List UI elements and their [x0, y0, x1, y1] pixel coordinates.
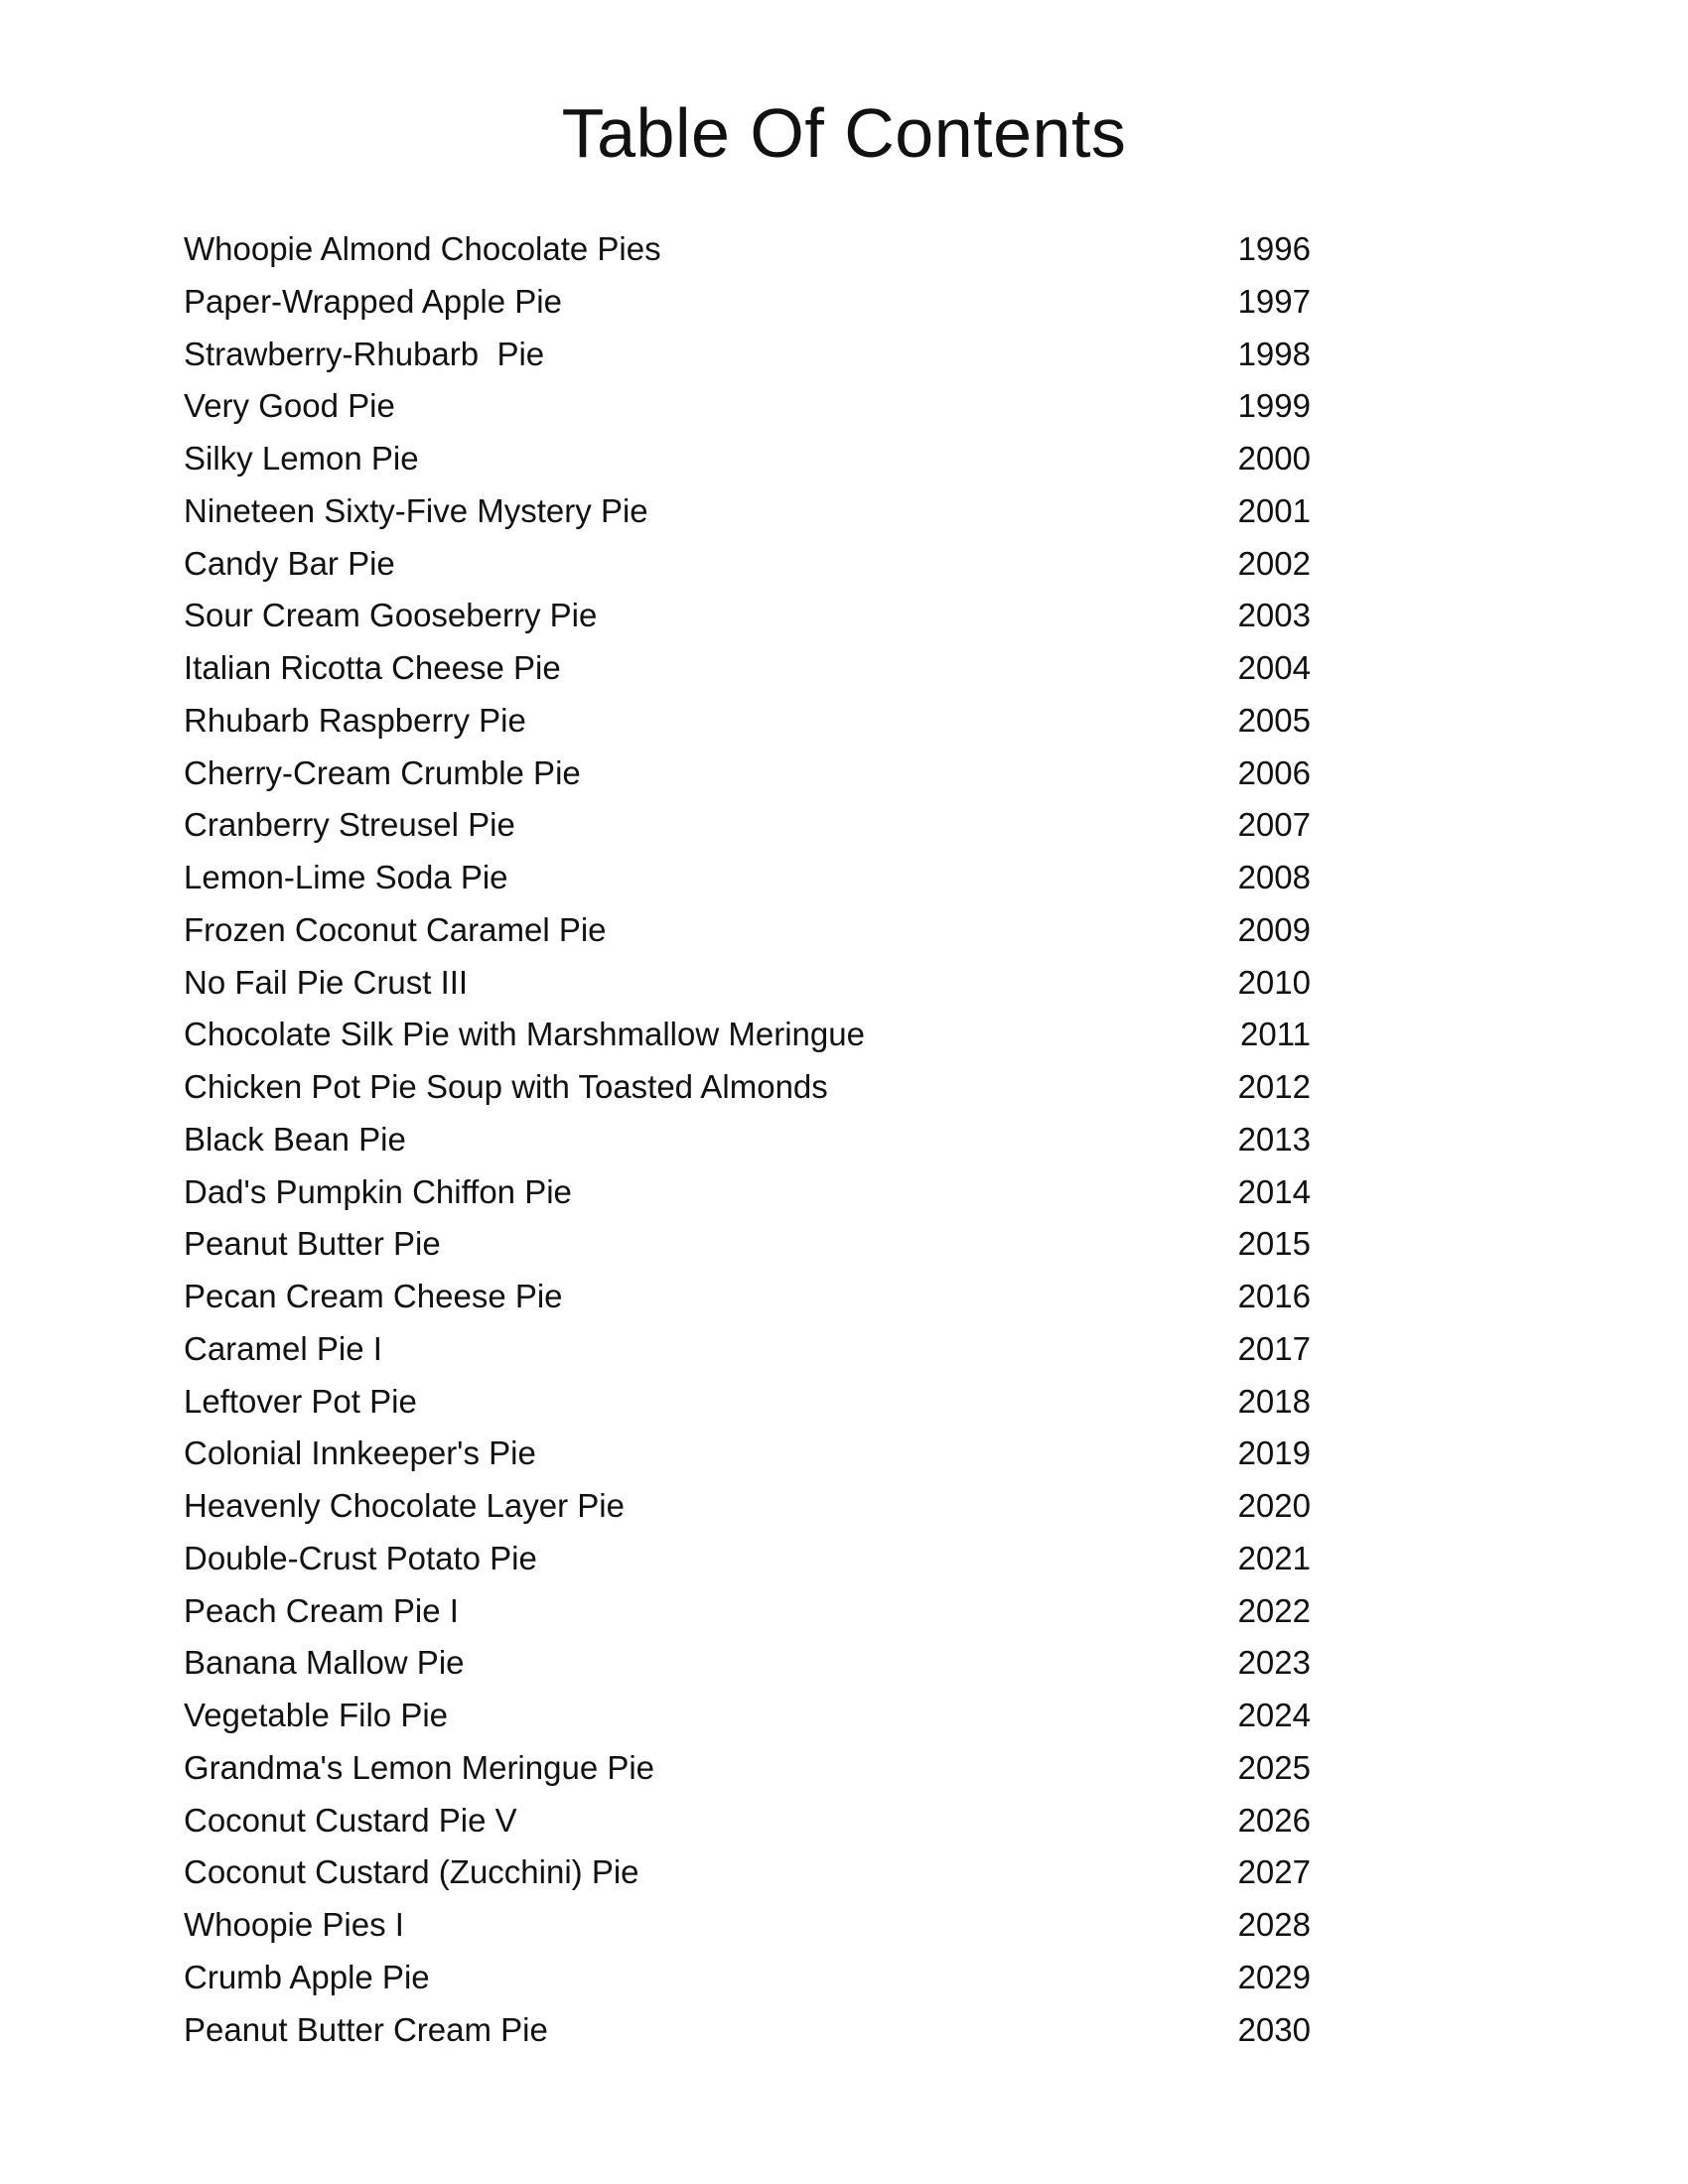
- toc-entry-page-number: 2029: [1237, 1958, 1311, 1995]
- toc-entry: [184, 1061, 1311, 1114]
- toc-list: [184, 223, 1311, 2056]
- toc-entry-page-number: 2023: [1237, 1644, 1311, 1682]
- toc-entry-page-number: 2006: [1237, 753, 1311, 791]
- toc-entry: [184, 642, 1311, 695]
- toc-entry-page-number: 2004: [1237, 649, 1311, 686]
- toc-entry-page-number: 2020: [1237, 1487, 1311, 1524]
- toc-entry-title: Whoopie Pies I: [184, 1906, 404, 1943]
- toc-entry: [184, 1166, 1311, 1219]
- toc-entry-page-number: 1996: [1237, 230, 1311, 267]
- toc-entry-title: Banana Mallow Pie: [184, 1644, 465, 1682]
- toc-entry-title: Chocolate Silk Pie with Marshmallow Meringue: [184, 1016, 865, 1053]
- toc-entry: [184, 1533, 1311, 1585]
- toc-entry: [184, 590, 1311, 642]
- toc-entry-title: No Fail Pie Crust III: [184, 963, 469, 1001]
- toc-entry: [184, 1690, 1311, 1742]
- toc-entry: [184, 1009, 1311, 1061]
- toc-entry: [184, 433, 1311, 485]
- toc-entry: [184, 276, 1311, 329]
- toc-entry: [184, 1271, 1311, 1323]
- toc-entry: [184, 748, 1311, 800]
- toc-entry-page-number: 1998: [1237, 335, 1311, 372]
- toc-entry-title: Dad's Pumpkin Chiffon Pie: [184, 1172, 572, 1210]
- toc-entry: [184, 1795, 1311, 1847]
- toc-entry-title: Very Good Pie: [184, 387, 395, 425]
- toc-entry-title: Peanut Butter Cream Pie: [184, 2010, 548, 2048]
- toc-entry: [184, 538, 1311, 591]
- toc-entry-page-number: 2001: [1237, 491, 1311, 529]
- toc-entry: [184, 1846, 1311, 1899]
- toc-entry-title: Caramel Pie I: [184, 1329, 382, 1367]
- toc-entry: [184, 904, 1311, 957]
- toc-entry-page-number: 2030: [1237, 2010, 1311, 2048]
- toc-entry-page-number: 2010: [1237, 963, 1311, 1001]
- toc-entry-title: Nineteen Sixty-Five Mystery Pie: [184, 491, 648, 529]
- toc-entry-page-number: 2002: [1237, 544, 1311, 582]
- toc-entry: [184, 1742, 1311, 1795]
- toc-entry-page-number: 2003: [1237, 597, 1311, 634]
- toc-entry-title: Strawberry-Rhubarb Pie: [184, 335, 545, 372]
- toc-entry-page-number: 2005: [1237, 701, 1311, 739]
- toc-entry-page-number: 2027: [1237, 1853, 1311, 1891]
- toc-entry-title: Rhubarb Raspberry Pie: [184, 701, 526, 739]
- toc-entry-title: Vegetable Filo Pie: [184, 1697, 449, 1733]
- toc-entry-page-number: 2022: [1237, 1591, 1311, 1629]
- toc-entry: [184, 1218, 1311, 1271]
- toc-entry-title: Paper-Wrapped Apple Pie: [184, 282, 562, 320]
- toc-entry-title: Cranberry Streusel Pie: [184, 806, 515, 844]
- toc-entry-page-number: 2026: [1237, 1801, 1311, 1839]
- toc-entry: [184, 799, 1311, 852]
- toc-entry: [184, 380, 1311, 433]
- toc-entry: [184, 1637, 1311, 1690]
- toc-entry-page-number: 2009: [1237, 910, 1311, 948]
- toc-entry-title: Crumb Apple Pie: [184, 1958, 430, 1995]
- toc-entry: [184, 2004, 1311, 2057]
- toc-entry-title: Peanut Butter Pie: [184, 1225, 441, 1263]
- toc-entry-page-number: 2019: [1237, 1434, 1311, 1472]
- toc-entry-page-number: 2013: [1237, 1120, 1311, 1158]
- toc-entry-title: Silky Lemon Pie: [184, 440, 419, 477]
- toc-entry-page-number: 2011: [1240, 1016, 1311, 1053]
- toc-entry-title: Coconut Custard Pie V: [184, 1801, 517, 1839]
- toc-entry: [184, 329, 1311, 381]
- toc-entry-page-number: 2021: [1237, 1539, 1311, 1576]
- toc-entry-title: Leftover Pot Pie: [184, 1382, 417, 1420]
- page-title: Table Of Contents: [561, 94, 1127, 172]
- toc-entry-title: Grandma's Lemon Meringue Pie: [184, 1748, 655, 1786]
- toc-entry-title: Colonial Innkeeper's Pie: [184, 1434, 536, 1472]
- toc-entry-page-number: 2007: [1237, 806, 1311, 844]
- toc-entry-page-number: 2017: [1237, 1329, 1311, 1367]
- toc-entry-page-number: 2016: [1237, 1278, 1311, 1314]
- toc-entry: [184, 1376, 1311, 1429]
- toc-entry-page-number: 2018: [1237, 1382, 1311, 1420]
- toc-entry-page-number: 2025: [1237, 1748, 1311, 1786]
- toc-entry-title: Italian Ricotta Cheese Pie: [184, 649, 561, 686]
- toc-entry-page-number: 2024: [1237, 1697, 1311, 1733]
- toc-entry-title: Whoopie Almond Chocolate Pies: [184, 230, 661, 267]
- toc-entry-page-number: 1999: [1237, 387, 1311, 425]
- toc-entry-title: Peach Cream Pie I: [184, 1591, 459, 1629]
- toc-entry-page-number: 1997: [1237, 282, 1311, 320]
- toc-entry-title: Sour Cream Gooseberry Pie: [184, 597, 598, 634]
- toc-entry-page-number: 2028: [1237, 1906, 1311, 1943]
- toc-entry-page-number: 2008: [1237, 859, 1311, 895]
- toc-entry-title: Lemon-Lime Soda Pie: [184, 859, 508, 895]
- toc-entry: [184, 1114, 1311, 1166]
- toc-entry: [184, 1585, 1311, 1638]
- toc-entry-title: Candy Bar Pie: [184, 544, 395, 582]
- toc-entry: [184, 1428, 1311, 1480]
- toc-entry-title: Heavenly Chocolate Layer Pie: [184, 1487, 625, 1524]
- toc-entry-page-number: 2014: [1237, 1172, 1311, 1210]
- toc-entry: [184, 695, 1311, 748]
- toc-entry-title: Double-Crust Potato Pie: [184, 1539, 537, 1576]
- toc-entry: [184, 223, 1311, 276]
- toc-entry-title: Pecan Cream Cheese Pie: [184, 1278, 563, 1314]
- toc-entry-title: Black Bean Pie: [184, 1120, 406, 1158]
- toc-entry-title: Coconut Custard (Zucchini) Pie: [184, 1853, 639, 1891]
- toc-entry: [184, 1323, 1311, 1376]
- toc-entry-page-number: 2000: [1237, 440, 1311, 477]
- toc-entry: [184, 1952, 1311, 2004]
- toc-entry-title: Cherry-Cream Crumble Pie: [184, 753, 581, 791]
- toc-entry: [184, 852, 1311, 904]
- toc-entry: [184, 1899, 1311, 1952]
- toc-entry: [184, 485, 1311, 538]
- toc-entry-page-number: 2015: [1237, 1225, 1311, 1263]
- toc-entry-title: Chicken Pot Pie Soup with Toasted Almonds: [184, 1068, 828, 1105]
- toc-entry: [184, 957, 1311, 1010]
- toc-entry: [184, 1480, 1311, 1533]
- toc-entry-page-number: 2012: [1237, 1068, 1311, 1105]
- toc-entry-title: Frozen Coconut Caramel Pie: [184, 910, 607, 948]
